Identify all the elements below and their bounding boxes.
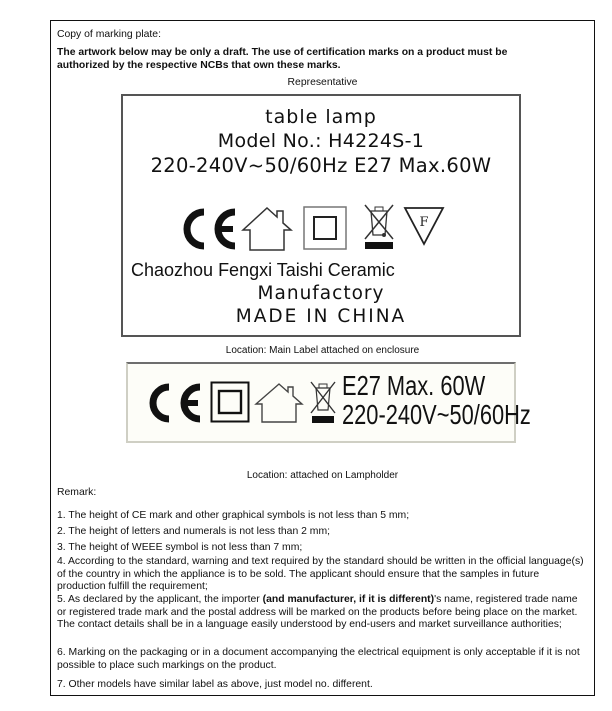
remark-item-2: 2. The height of letters and numerals is not less than 2 mm;	[57, 526, 330, 537]
weee-crossed-bin-icon	[361, 203, 397, 251]
svg-text:F: F	[419, 215, 429, 230]
remark-item-1: 1. The height of CE mark and other graphical symbols is not less than 5 mm;	[57, 510, 410, 521]
disclaimer-line-1: The artwork below may be only a draft. The use of certification marks on a product must be	[57, 47, 508, 58]
remark-item-5-bold: (and manufacturer, if it is different)	[262, 594, 435, 605]
lampholder-label-artwork	[126, 362, 531, 443]
indoor-use-house-icon	[241, 206, 293, 252]
product-name: table lamp	[265, 106, 377, 128]
remark-item-3: 3. The height of WEEE symbol is not less than 7 mm;	[57, 542, 303, 553]
ce-mark-icon	[144, 382, 206, 424]
country-of-origin: MADE IN CHINA	[235, 306, 407, 327]
marking-plate-document	[50, 20, 595, 696]
representative-caption: Representative	[287, 77, 358, 88]
manufacturer-name-line-2: Manufactory	[257, 283, 385, 304]
remark-item-5-text: 5. As declared by the applicant, the importer	[57, 594, 263, 605]
main-label-artwork	[121, 94, 521, 337]
remark-item-5	[57, 594, 588, 632]
remarks-title: Remark:	[57, 487, 97, 498]
lampholder-lamp-rating: E27 Max. 60W	[342, 370, 486, 401]
class-ii-double-square-icon	[210, 381, 250, 423]
remark-item-5-rest: 's name, registered trade name or registered trade mark and the postal address will be marked on the products before being place on the market. The contact details shall be in a language easily understood by end-users and market surveillance authorities;	[57, 594, 578, 631]
class-ii-double-square-icon	[303, 206, 347, 250]
electrical-rating: 220-240V~50/60Hz E27 Max.60W	[150, 154, 492, 177]
f-mark-triangle-icon	[403, 206, 445, 246]
weee-crossed-bin-icon	[308, 380, 338, 424]
lampholder-electrical-rating: 220-240V~50/60Hz	[342, 399, 531, 430]
remark-item-4: 4. According to the standard, warning and text required by the standard should be written in the official language(s) of the country in which the appliance is to be sold. The applicant should ensure that the samples in future production fulfill the requirement;	[57, 556, 584, 593]
disclaimer-line-2: authorized by the respective NCBs that own these marks.	[57, 60, 341, 71]
main-label-location: Location: Main Label attached on enclosure	[225, 345, 420, 356]
ce-mark-icon	[177, 206, 241, 252]
lampholder-label-location: Location: attached on Lampholder	[246, 470, 399, 481]
manufacturer-name-line-1: Chaozhou Fengxi Taishi Ceramic	[131, 260, 395, 280]
remark-item-6: 6. Marking on the packaging or in a document accompanying the electrical equipment is only acceptable if it is not possible to place such markings on the product.	[57, 647, 580, 671]
remark-item-7: 7. Other models have similar label as above, just model no. different.	[57, 679, 373, 690]
section-title: Copy of marking plate:	[57, 29, 161, 40]
indoor-use-house-icon	[254, 382, 304, 424]
model-number: Model No.: H4224S-1	[217, 130, 425, 152]
